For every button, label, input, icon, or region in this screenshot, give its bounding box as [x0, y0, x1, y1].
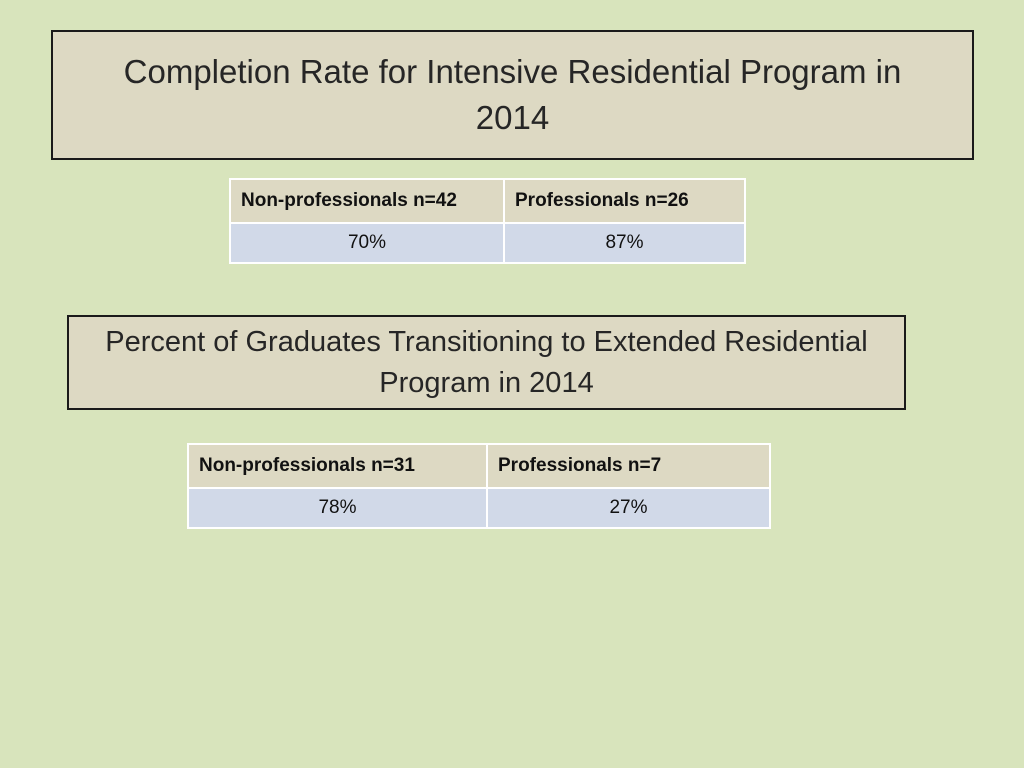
table-row	[188, 488, 770, 528]
transition-percent-title	[67, 315, 906, 410]
value-non-professionals: 70%	[230, 223, 504, 263]
table-header-row	[230, 179, 745, 223]
transition-percent-table	[187, 443, 771, 529]
header-professionals: Professionals n=26	[504, 179, 745, 223]
completion-rate-title	[51, 30, 974, 160]
value-professionals: 27%	[487, 488, 770, 528]
table-row	[230, 223, 745, 263]
value-non-professionals: 78%	[188, 488, 487, 528]
transition-percent-title-text: Percent of Graduates Transitioning to Extended Residential Program in 2014	[105, 326, 868, 399]
table-header-row	[188, 444, 770, 488]
value-professionals: 87%	[504, 223, 745, 263]
completion-rate-table	[229, 178, 746, 264]
header-non-professionals: Non-professionals n=42	[230, 179, 504, 223]
header-professionals: Professionals n=7	[487, 444, 770, 488]
header-non-professionals: Non-professionals n=31	[188, 444, 487, 488]
completion-rate-title-text: Completion Rate for Intensive Residential Program in 2014	[123, 52, 902, 136]
